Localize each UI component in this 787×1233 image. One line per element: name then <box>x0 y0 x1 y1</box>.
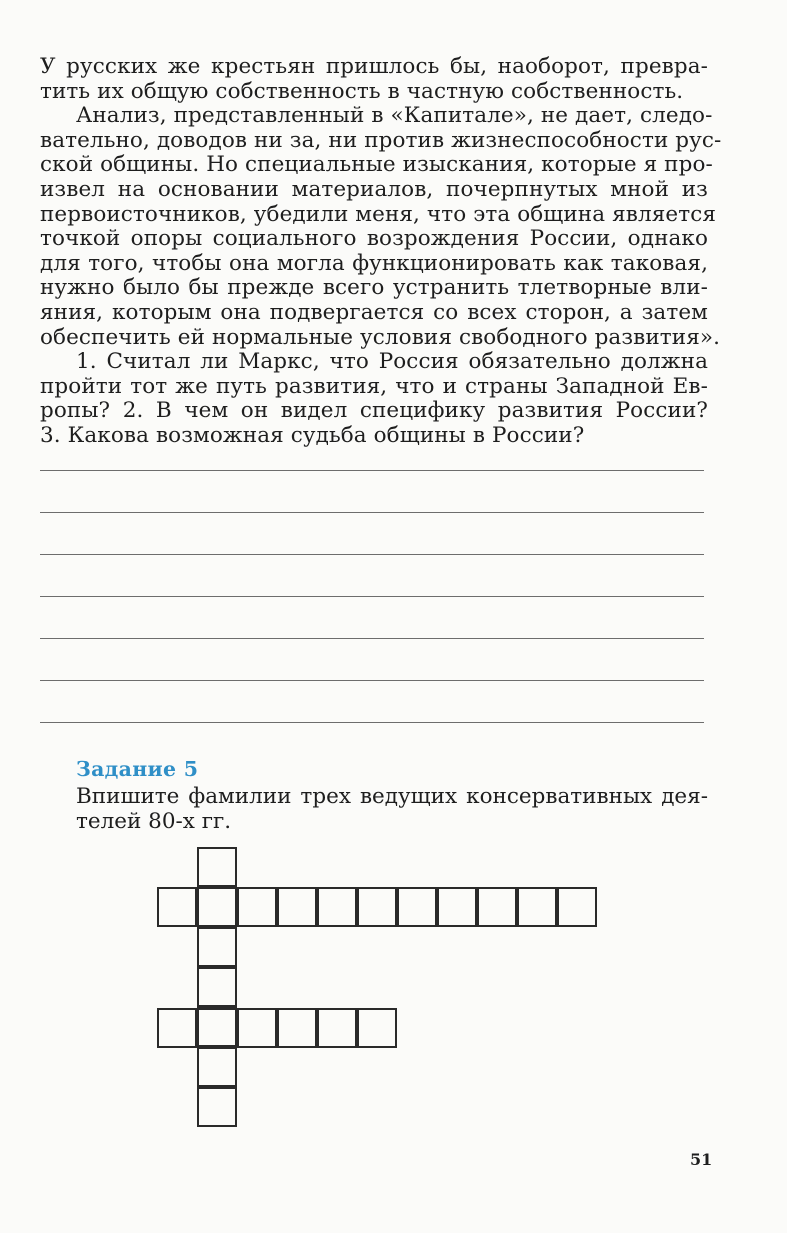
question-line: 1. Считал ли Маркс, что Россия обязательно должна <box>76 349 708 375</box>
crossword-cell-row-1[interactable] <box>197 887 237 927</box>
crossword-cell-row-1[interactable] <box>157 887 197 927</box>
text-line: нужно было бы прежде всего устранить тлетворные вли- <box>40 275 708 301</box>
crossword-cell-column[interactable] <box>197 847 237 887</box>
crossword-cell-column[interactable] <box>197 927 237 967</box>
crossword-cell-row-1[interactable] <box>397 887 437 927</box>
crossword-cell-row-2[interactable] <box>317 1008 357 1048</box>
text-line: точкой опоры социального возрождения России, однако <box>40 226 708 252</box>
crossword-cell-row-2[interactable] <box>277 1008 317 1048</box>
text-line: первоисточников, убедили меня, что эта община является <box>40 201 716 227</box>
answer-line[interactable] <box>40 470 704 471</box>
question-line: 3. Какова возможная судьба общины в России? <box>40 422 585 448</box>
text-line: тить их общую собственность в частную собственность. <box>40 78 684 104</box>
text-line: извел на основании материалов, почерпнутых мной из <box>40 176 708 202</box>
task-text-line: телей 80-х гг. <box>76 809 232 834</box>
text-line: вательно, доводов ни за, ни против жизнеспособности рус- <box>40 127 722 153</box>
answer-line[interactable] <box>40 554 704 555</box>
crossword-cell-row-2[interactable] <box>357 1008 397 1048</box>
paragraph-1 <box>40 55 708 104</box>
crossword-cell-column[interactable] <box>197 1087 237 1127</box>
crossword-cell-row-1[interactable] <box>237 887 277 927</box>
crossword-cell-row-1[interactable] <box>357 887 397 927</box>
crossword-cell-row-1[interactable] <box>277 887 317 927</box>
crossword-cell-column[interactable] <box>197 1047 237 1087</box>
text-line: Анализ, представленный в «Капитале», не дает, следо- <box>76 103 713 129</box>
questions <box>40 350 708 448</box>
body-text <box>40 54 722 449</box>
task-instruction <box>76 784 708 834</box>
text-line: ской общины. Но специальные изыскания, которые я про- <box>40 152 713 178</box>
crossword-cell-row-2[interactable] <box>237 1008 277 1048</box>
crossword-cell-row-2[interactable] <box>157 1008 197 1048</box>
answer-line[interactable] <box>40 596 704 597</box>
crossword-cell-column[interactable] <box>197 967 237 1007</box>
answer-line[interactable] <box>40 722 704 723</box>
answer-line[interactable] <box>40 638 704 639</box>
crossword-cell-row-1[interactable] <box>317 887 357 927</box>
text-line: У русских же крестьян пришлось бы, наоборот, превра- <box>40 54 708 79</box>
question-line: ропы? 2. В чем он видел специфику развития России? <box>40 398 708 424</box>
crossword-cell-row-1[interactable] <box>517 887 557 927</box>
text-line: яния, которым она подвергается со всех сторон, а затем <box>40 299 708 325</box>
page-number: 51 <box>690 1150 713 1169</box>
text-line: для того, чтобы она могла функционировать как таковая, <box>40 250 708 276</box>
answer-lines <box>40 470 704 764</box>
task-text-line: Впишите фамилии трех ведущих консервативных дея- <box>76 784 708 809</box>
crossword-cell-row-1[interactable] <box>557 887 597 927</box>
crossword-cell-row-1[interactable] <box>477 887 517 927</box>
question-line: пройти тот же путь развития, что и страны Западной Ев- <box>40 373 708 399</box>
crossword-cell-column[interactable] <box>197 1007 237 1047</box>
answer-line[interactable] <box>40 680 704 681</box>
answer-line[interactable] <box>40 512 704 513</box>
crossword-cell-row-1[interactable] <box>437 887 477 927</box>
text-line: обеспечить ей нормальные условия свободного развития». <box>40 324 721 350</box>
paragraph-2 <box>40 103 722 350</box>
task-title: Задание 5 <box>76 757 199 781</box>
